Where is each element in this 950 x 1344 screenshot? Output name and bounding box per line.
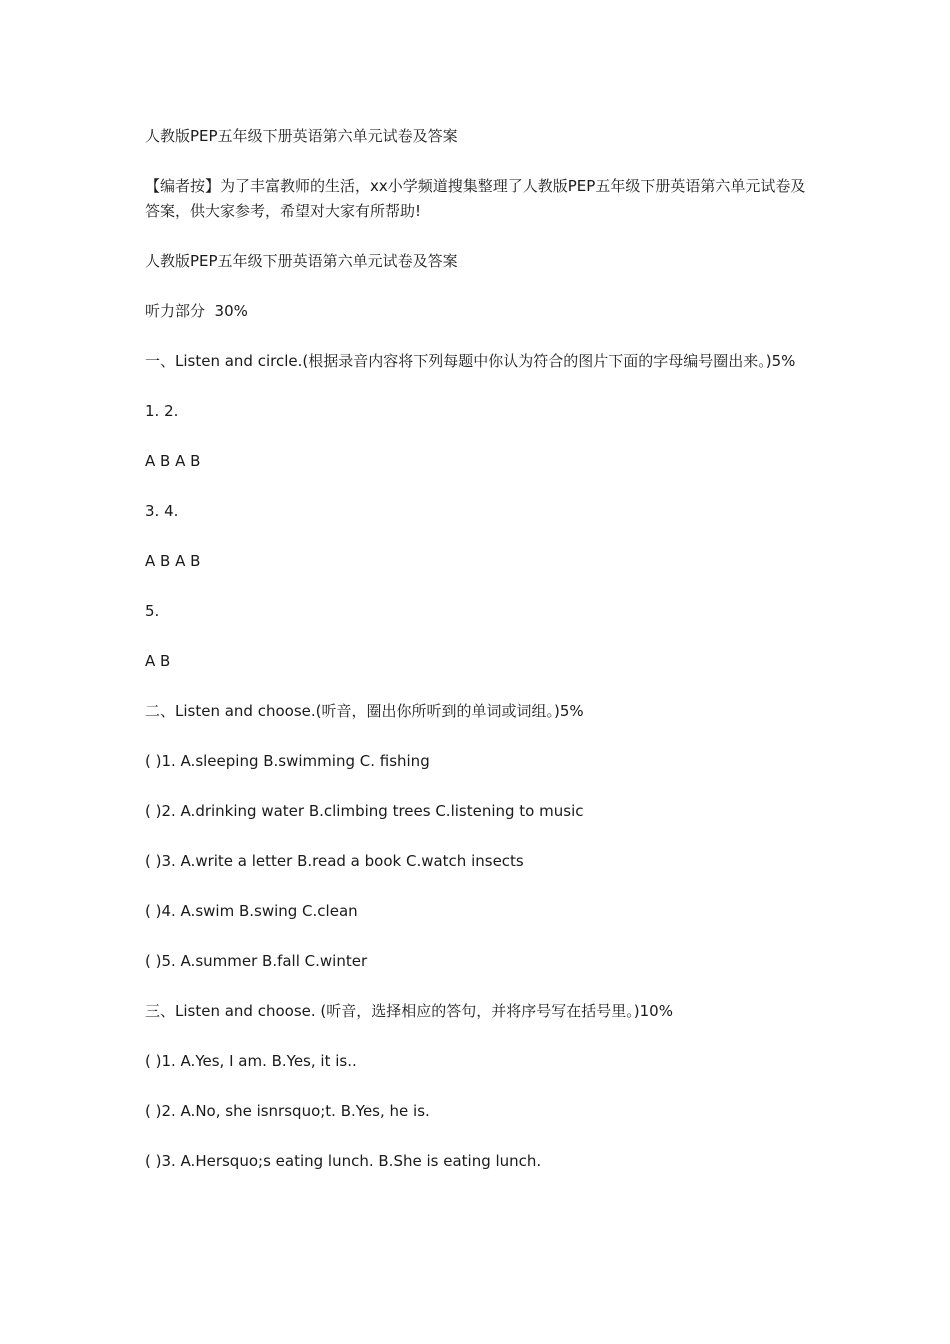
- question-number-5: 5.: [145, 602, 160, 620]
- part-three-heading: 三、Listen and choose. (听音，选择相应的答句，并将序号写在括号里。)10%: [145, 1002, 673, 1020]
- part-two-question-3: ( )3. A.write a letter B.read a book C.watch insects: [145, 852, 524, 870]
- document-title: 人教版PEP五年级下册英语第六单元试卷及答案: [145, 127, 458, 145]
- part-three-question-1: ( )1. A.Yes, I am. B.Yes, it is..: [145, 1052, 357, 1070]
- option-letters-1-2: A B A B: [145, 452, 201, 470]
- question-numbers-3-4: 3. 4.: [145, 502, 179, 520]
- option-letters-3-4: A B A B: [145, 552, 201, 570]
- editor-note: 【编者按】为了丰富教师的生活，xx小学频道搜集整理了人教版PEP五年级下册英语第六单元试卷及答案，供大家参考，希望对大家有所帮助!: [145, 177, 806, 220]
- option-letters-5: A B: [145, 652, 171, 670]
- part-two-question-2: ( )2. A.drinking water B.climbing trees C.listening to music: [145, 802, 584, 820]
- part-two-question-4: ( )4. A.swim B.swing C.clean: [145, 902, 358, 920]
- part-three-question-3: ( )3. A.Hersquo;s eating lunch. B.She is eating lunch.: [145, 1152, 542, 1170]
- part-two-question-1: ( )1. A.sleeping B.swimming C. fishing: [145, 752, 430, 770]
- part-three-question-2: ( )2. A.No, she isnrsquo;t. B.Yes, he is.: [145, 1102, 430, 1120]
- document-body: [145, 124, 815, 1199]
- question-numbers-1-2: 1. 2.: [145, 402, 179, 420]
- document-subtitle: 人教版PEP五年级下册英语第六单元试卷及答案: [145, 252, 458, 270]
- part-two-heading: 二、Listen and choose.(听音，圈出你所听到的单词或词组。)5%: [145, 702, 584, 720]
- part-one-heading: 一、Listen and circle.(根据录音内容将下列每题中你认为符合的图片下面的字母编号圈出来。)5%: [145, 352, 796, 370]
- part-two-question-5: ( )5. A.summer B.fall C.winter: [145, 952, 368, 970]
- section-listening-heading: 听力部分 30%: [145, 302, 248, 320]
